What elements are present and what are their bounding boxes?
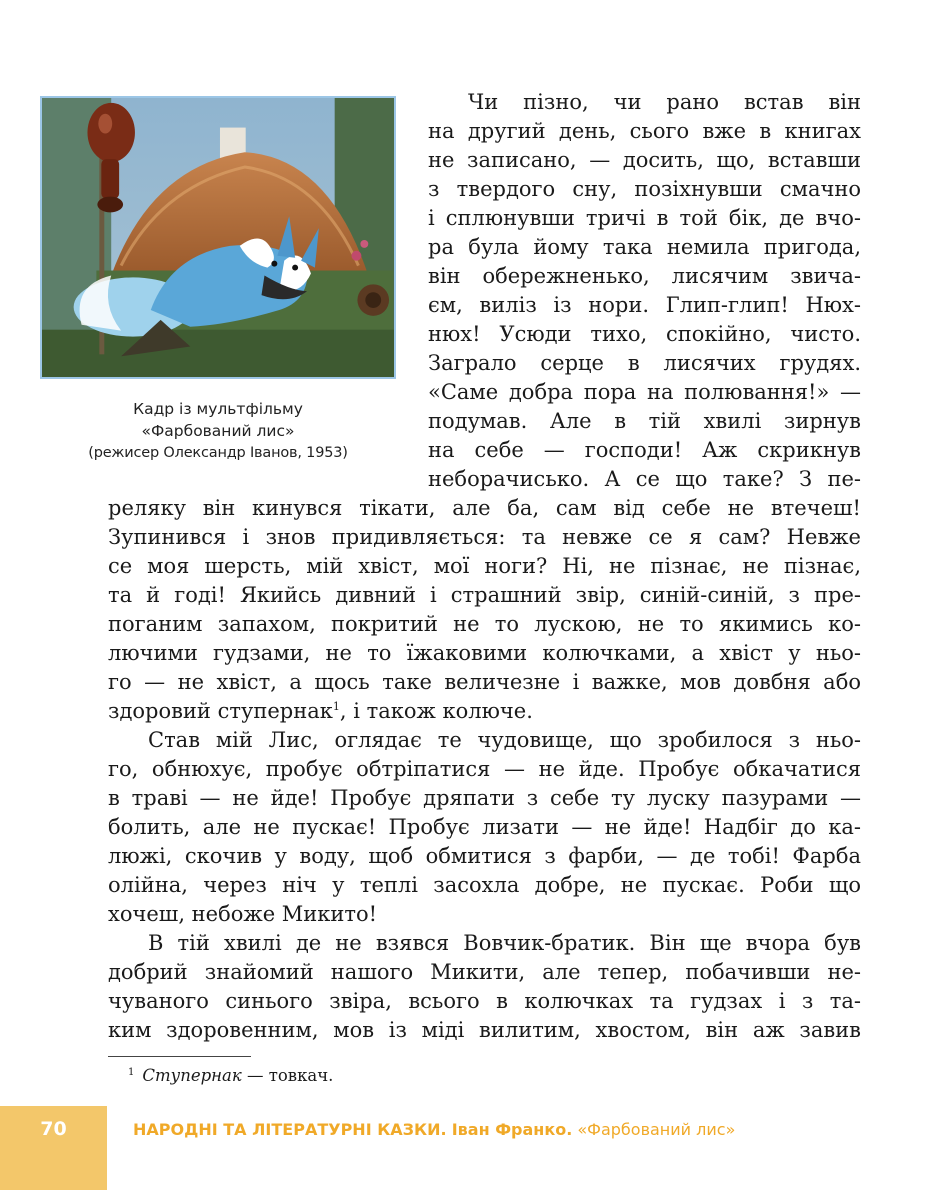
text-line: Чи пізно, чи рано встав він xyxy=(468,90,861,114)
caption-line: (режисер Олександр Іванов, 1953) xyxy=(88,445,348,461)
caption-line: «Фарбований лис» xyxy=(141,422,295,440)
text-line: нюх! Усюди тихо, спокійно, чисто. xyxy=(428,322,861,346)
caption-line: Кадр із мультфільму xyxy=(133,400,303,418)
figure-caption xyxy=(40,398,396,464)
footnote-mark: 1 xyxy=(128,1066,135,1078)
text-line: не записано, — досить, що, вставши xyxy=(428,148,861,172)
page-number: 70 xyxy=(40,1118,67,1140)
text-line: єм, виліз із нори. Глип-глип! Нюх- xyxy=(428,293,861,317)
text-line-with-footnote xyxy=(108,697,861,726)
footnote-divider xyxy=(108,1056,251,1057)
text-line: Став мій Лис, оглядає те чудовище, що зробилося з ньо- xyxy=(148,728,861,752)
text-line: з твердого сну, позіхнувши смачно xyxy=(428,177,861,201)
footer-work: «Фарбований лис» xyxy=(577,1120,736,1139)
text-line: реляку він кинувся тікати, але ба, сам від себе не втечеш! xyxy=(108,496,861,520)
footnote xyxy=(128,1066,333,1085)
text-line: го — не хвіст, а щось таке величезне і важке, мов довбня або xyxy=(108,670,861,694)
text-line: на другий день, сього вже в книгах xyxy=(428,119,861,143)
cartoon-still-image xyxy=(40,96,396,379)
text-line: ра була йому така немила пригода, xyxy=(428,235,861,259)
text-line: Зупинився і знов придивляється: та невже се я сам? Невже xyxy=(108,525,861,549)
text-line: ким здоровенним, мов із міді вилитим, хвостом, він аж завив xyxy=(108,1018,861,1042)
footnote-reference: 1 xyxy=(332,700,340,713)
line-text: здоровий ступернак xyxy=(108,699,333,723)
text-line: неборачисько. А се що таке? З пе- xyxy=(428,467,861,491)
running-footer xyxy=(133,1120,735,1139)
text-line: Заграло серце в лисячих грудях. xyxy=(428,351,861,375)
text-line: та й годі! Якийсь дивний і страшний звір, синій-синій, з пре- xyxy=(108,583,861,607)
text-line: хочеш, небоже Микито! xyxy=(108,902,378,926)
text-line: се моя шерсть, мій хвіст, мої ноги? Ні, не пізнає, не пізнає, xyxy=(108,554,861,578)
text-line: подумав. Але в тій хвилі зирнув xyxy=(428,409,861,433)
text-line: В тій хвилі де не взявся Вовчик-братик. Він ще вчора був xyxy=(148,931,861,955)
footer-section: НАРОДНІ ТА ЛІТЕРАТУРНІ КАЗКИ. xyxy=(133,1120,447,1139)
side-column-text xyxy=(428,88,861,494)
text-line: в траві — не йде! Пробує дряпати з себе ту луску пазурами — xyxy=(108,786,861,810)
text-line: він обережненько, лисячим звича- xyxy=(428,264,861,288)
text-line: го, обнюхує, пробує обтріпатися — не йде. Пробує обкачатися xyxy=(108,757,861,781)
footnote-term: Ступернак xyxy=(142,1066,242,1085)
text-line: лючими гудзами, не то їжаковими колючками, а хвіст у ньо- xyxy=(108,641,861,665)
line-text: , і також колюче. xyxy=(339,699,533,723)
text-line: болить, але не пускає! Пробує лизати — не йде! Надбіг до ка- xyxy=(108,815,861,839)
text-line: люжі, скочив у воду, щоб обмитися з фарби, — де тобі! Фарба xyxy=(108,844,861,868)
text-line: і сплюнувши тричі в той бік, де вчо- xyxy=(428,206,861,230)
text-line: чуваного синього звіра, всього в колючках та гудзах і з та- xyxy=(108,989,861,1013)
footer-author: Іван Франко. xyxy=(451,1120,573,1139)
footnote-definition: — товкач. xyxy=(241,1066,334,1085)
main-body-text xyxy=(108,494,861,1045)
text-line: на себе — господи! Аж скрикнув xyxy=(428,438,861,462)
text-line: олійна, через ніч у теплі засохла добре, не пускає. Роби що xyxy=(108,873,861,897)
text-line: поганим запахом, покритий не то лускою, не то якимись ко- xyxy=(108,612,861,636)
text-line: добрий знайомий нашого Микити, але тепер, побачивши не- xyxy=(108,960,861,984)
painted-fox-illustration xyxy=(42,98,394,377)
text-line: «Саме добра пора на полювання!» — xyxy=(428,380,861,404)
